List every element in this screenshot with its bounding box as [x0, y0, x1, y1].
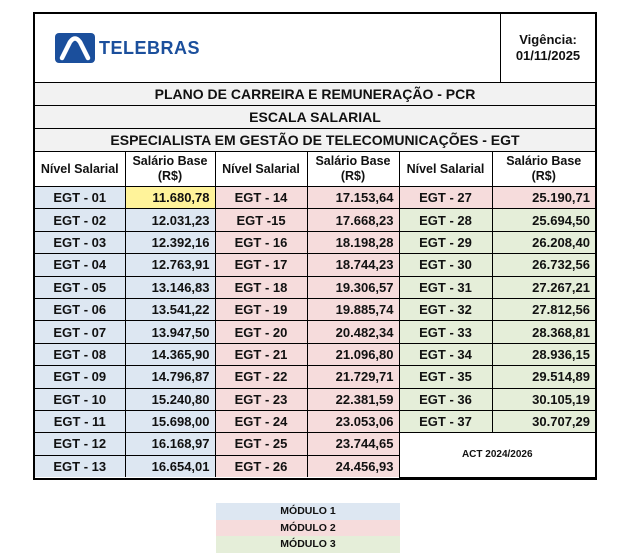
- level-cell: EGT - 27: [399, 187, 492, 209]
- table-row: [35, 231, 595, 253]
- level-cell: EGT - 24: [215, 410, 307, 432]
- level-cell: EGT - 10: [35, 388, 125, 410]
- level-cell: EGT - 28: [399, 209, 492, 231]
- level-cell: EGT - 19: [215, 298, 307, 320]
- legend-module-2: MÓDULO 2: [216, 520, 400, 537]
- column-header-salario: Salário Base (R$): [307, 152, 399, 187]
- level-cell: EGT - 13: [35, 455, 125, 477]
- module-legend: [216, 503, 400, 553]
- salary-cell: 28.936,15: [492, 343, 595, 365]
- salary-cell: 17.668,23: [307, 209, 399, 231]
- salary-cell: 30.707,29: [492, 410, 595, 432]
- table-row: [35, 433, 595, 455]
- level-cell: EGT - 07: [35, 321, 125, 343]
- level-cell: EGT - 12: [35, 433, 125, 455]
- salary-cell: 11.680,78: [125, 187, 215, 209]
- salary-cell: 18.198,28: [307, 231, 399, 253]
- level-cell: EGT - 01: [35, 187, 125, 209]
- level-cell: EGT - 14: [215, 187, 307, 209]
- column-header-nivel: Nível Salarial: [215, 152, 307, 187]
- salary-cell: 13.146,83: [125, 276, 215, 298]
- table-row: [35, 321, 595, 343]
- column-header-salario: Salário Base (R$): [492, 152, 595, 187]
- salary-cell: 21.729,71: [307, 366, 399, 388]
- legend-module-3: MÓDULO 3: [216, 536, 400, 553]
- salary-cell: 20.482,34: [307, 321, 399, 343]
- salary-cell: 19.306,57: [307, 276, 399, 298]
- salary-cell: 23.744,65: [307, 433, 399, 455]
- salary-cell: 13.541,22: [125, 298, 215, 320]
- salary-cell: 27.812,56: [492, 298, 595, 320]
- level-cell: EGT - 34: [399, 343, 492, 365]
- vigencia-date: 01/11/2025: [515, 48, 581, 63]
- level-cell: EGT - 21: [215, 343, 307, 365]
- level-cell: EGT - 20: [215, 321, 307, 343]
- salary-cell: 26.732,56: [492, 254, 595, 276]
- salary-cell: 15.240,80: [125, 388, 215, 410]
- table-row: [35, 254, 595, 276]
- vigencia-box: [500, 14, 595, 82]
- level-cell: EGT - 22: [215, 366, 307, 388]
- salary-cell: 21.096,80: [307, 343, 399, 365]
- salary-cell: 23.053,06: [307, 410, 399, 432]
- level-cell: EGT - 35: [399, 366, 492, 388]
- salary-cell: 12.392,16: [125, 231, 215, 253]
- salary-cell: 18.744,23: [307, 254, 399, 276]
- level-cell: EGT - 08: [35, 343, 125, 365]
- level-cell: EGT - 03: [35, 231, 125, 253]
- salary-cell: 15.698,00: [125, 410, 215, 432]
- salary-cell: 22.381,59: [307, 388, 399, 410]
- salary-scale-sheet: [33, 12, 597, 480]
- table-row: [35, 343, 595, 365]
- level-cell: EGT - 29: [399, 231, 492, 253]
- telebras-logo: [35, 14, 500, 82]
- table-row: [35, 209, 595, 231]
- telebras-logo-icon: [55, 33, 95, 63]
- level-cell: EGT - 11: [35, 410, 125, 432]
- salary-cell: 13.947,50: [125, 321, 215, 343]
- salary-cell: 24.456,93: [307, 455, 399, 477]
- salary-cell: 14.796,87: [125, 366, 215, 388]
- level-cell: EGT - 16: [215, 231, 307, 253]
- level-cell: EGT - 32: [399, 298, 492, 320]
- table-row: [35, 410, 595, 432]
- table-row: [35, 388, 595, 410]
- salary-cell: 30.105,19: [492, 388, 595, 410]
- level-cell: EGT - 17: [215, 254, 307, 276]
- column-header-nivel: Nível Salarial: [399, 152, 492, 187]
- table-row: [35, 187, 595, 209]
- level-cell: EGT - 23: [215, 388, 307, 410]
- salary-cell: 16.168,97: [125, 433, 215, 455]
- salary-cell: 26.208,40: [492, 231, 595, 253]
- title-pcr: PLANO DE CARREIRA E REMUNERAÇÃO - PCR: [35, 83, 595, 106]
- salary-cell: 17.153,64: [307, 187, 399, 209]
- level-cell: EGT - 31: [399, 276, 492, 298]
- level-cell: EGT - 02: [35, 209, 125, 231]
- salary-cell: 14.365,90: [125, 343, 215, 365]
- title-escala: ESCALA SALARIAL: [35, 106, 595, 129]
- salary-cell: 12.763,91: [125, 254, 215, 276]
- brand-name: TELEBRAS: [99, 37, 201, 58]
- salary-table: [35, 152, 595, 478]
- level-cell: EGT - 36: [399, 388, 492, 410]
- table-header-row: [35, 152, 595, 187]
- salary-cell: 16.654,01: [125, 455, 215, 477]
- salary-cell: 27.267,21: [492, 276, 595, 298]
- level-cell: EGT - 25: [215, 433, 307, 455]
- legend-module-1: MÓDULO 1: [216, 503, 400, 520]
- level-cell: EGT - 05: [35, 276, 125, 298]
- salary-cell: 25.694,50: [492, 209, 595, 231]
- level-cell: EGT - 30: [399, 254, 492, 276]
- salary-cell: 29.514,89: [492, 366, 595, 388]
- level-cell: EGT - 06: [35, 298, 125, 320]
- level-cell: EGT - 37: [399, 410, 492, 432]
- act-note: ACT 2024/2026: [399, 433, 595, 477]
- salary-cell: 19.885,74: [307, 298, 399, 320]
- level-cell: EGT - 09: [35, 366, 125, 388]
- table-row: [35, 366, 595, 388]
- title-especialista: ESPECIALISTA EM GESTÃO DE TELECOMUNICAÇÕES - EGT: [35, 129, 595, 152]
- level-cell: EGT - 26: [215, 455, 307, 477]
- level-cell: EGT - 04: [35, 254, 125, 276]
- level-cell: EGT - 33: [399, 321, 492, 343]
- level-cell: EGT - 18: [215, 276, 307, 298]
- sheet-header: [35, 14, 595, 83]
- salary-cell: 25.190,71: [492, 187, 595, 209]
- level-cell: EGT -15: [215, 209, 307, 231]
- salary-cell: 12.031,23: [125, 209, 215, 231]
- vigencia-label: Vigência:: [519, 32, 577, 47]
- column-header-nivel: Nível Salarial: [35, 152, 125, 187]
- salary-cell: 28.368,81: [492, 321, 595, 343]
- table-row: [35, 276, 595, 298]
- column-header-salario: Salário Base (R$): [125, 152, 215, 187]
- table-row: [35, 298, 595, 320]
